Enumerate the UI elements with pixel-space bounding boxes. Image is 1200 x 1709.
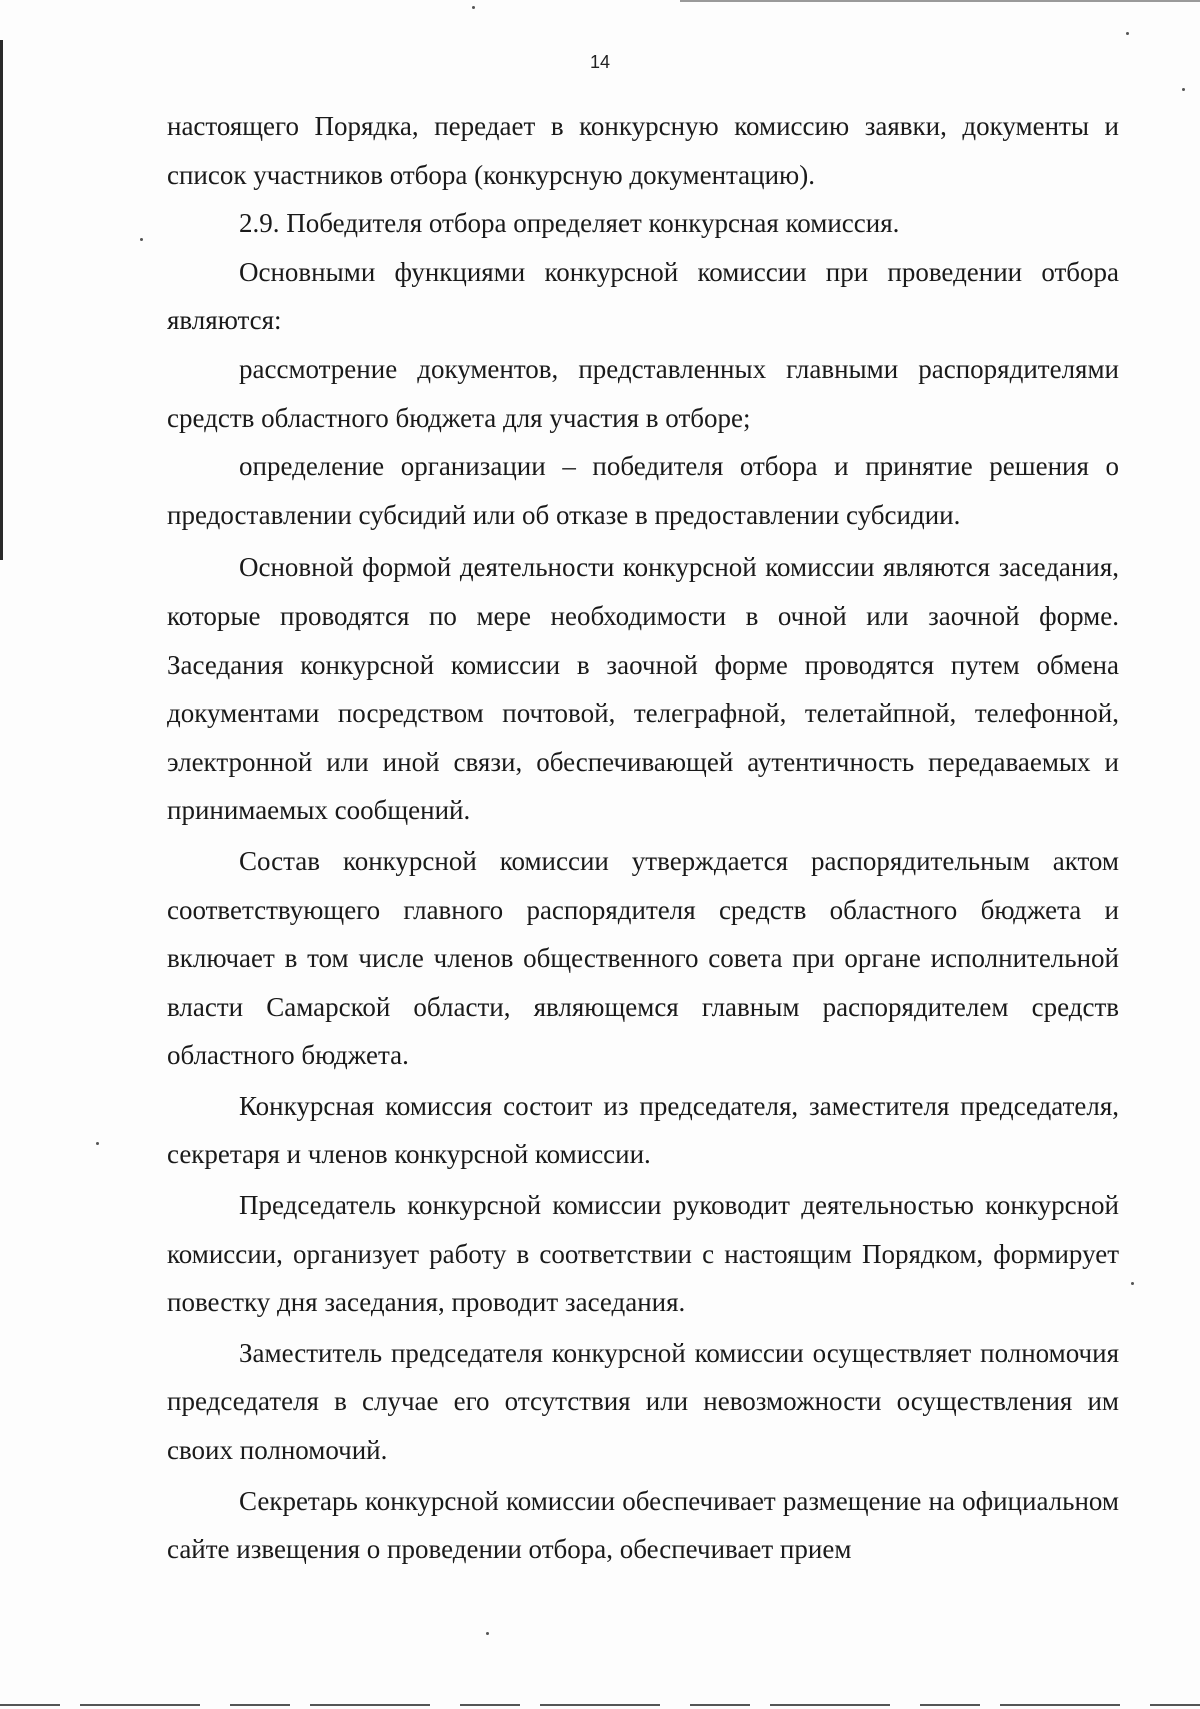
paragraph-members: Конкурсная комиссия состоит из председателя, заместителя председателя, секретаря и членов конкурсной комиссии. — [167, 1090, 1119, 1170]
scan-speck — [1126, 32, 1129, 35]
paragraph-meetings: Основной формой деятельности конкурсной комиссии являются заседания, которые проводятся по мере необходимости в очной или заочной форме. Заседания конкурсной комиссии в заочной форме проводятся путем обмена документами посредством почтовой, телеграфной, телетайпной, телефонной, электронной или иной связи, обеспечивающей аутентичность передаваемых и принимаемых сообщений. — [167, 552, 1119, 826]
paragraph-chairman: Председатель конкурсной комиссии руководит деятельностью конкурсной комиссии, организует работу в соответствии с настоящим Порядком, формирует повестку дня заседания, проводит заседания. — [167, 1190, 1119, 1318]
scan-speck — [472, 6, 475, 9]
paragraph-continuation: настоящего Порядка, передает в конкурсную комиссию заявки, документы и список участников отбора (конкурсную документацию). — [167, 111, 1119, 190]
paragraph-composition: Состав конкурсной комиссии утверждается распорядительным актом соответствующего главного распорядителя средств областного бюджета и включает в том числе членов общественного совета при органе исполнительной власти Самарской области, являющемся главным распорядителем средств областного бюджета. — [167, 845, 1119, 1071]
scan-edge-bottom — [0, 1704, 1200, 1706]
paragraph-secretary: Секретарь конкурсной комиссии обеспечивает размещение на официальном сайте извещения о проведении отбора, обеспечивает прием — [167, 1485, 1119, 1565]
scan-edge-top — [680, 0, 1200, 2]
page-number: 14 — [589, 52, 611, 72]
paragraph-main-functions: Основными функциями конкурсной комиссии при проведении отбора являются: — [167, 256, 1119, 336]
document-body — [167, 102, 1119, 1574]
paragraph-function-review: рассмотрение документов, представленных главными распорядителями средств областного бюджета для участия в отборе; — [167, 353, 1119, 433]
scan-speck — [486, 1632, 489, 1635]
scan-speck — [1182, 88, 1185, 91]
scan-speck — [1131, 1282, 1134, 1285]
scan-speck — [96, 1142, 99, 1145]
scan-speck — [140, 238, 143, 241]
paragraph-section-2-9: 2.9. Победителя отбора определяет конкурсная комиссия. — [239, 208, 900, 239]
paragraph-deputy: Заместитель председателя конкурсной комиссии осуществляет полномочия председателя в случае его отсутствия или невозможности осуществления им своих полномочий. — [167, 1337, 1119, 1466]
scan-edge-left — [0, 40, 3, 560]
paragraph-function-decision: определение организации – победителя отбора и принятие решения о предоставлении субсидий или об отказе в предоставлении субсидии. — [167, 451, 1119, 530]
